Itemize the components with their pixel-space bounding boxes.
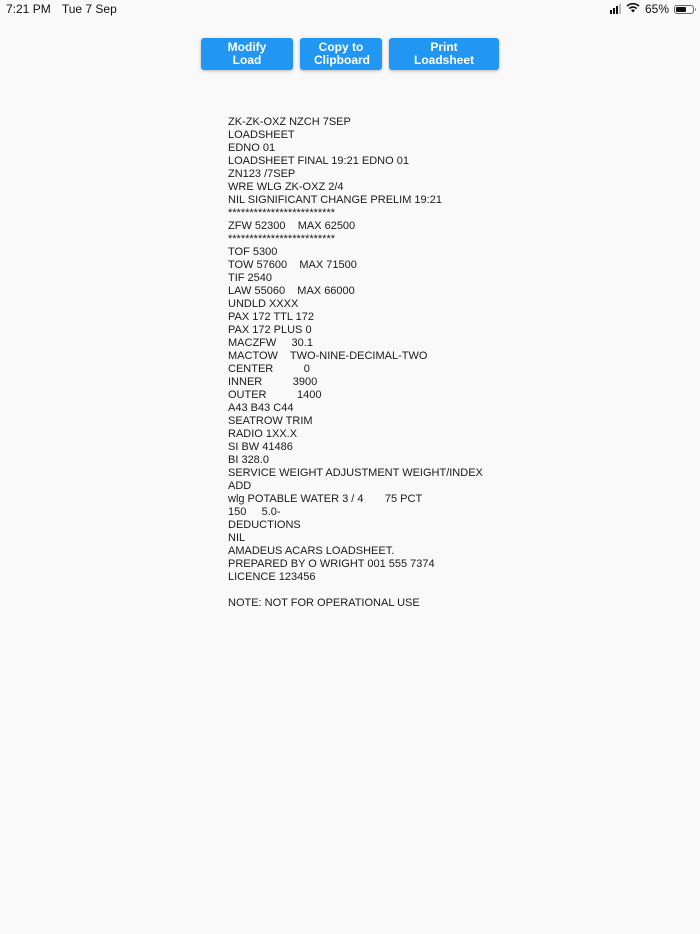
loadsheet-line: MACZFW 30.1 [228,337,313,349]
loadsheet-line: RADIO 1XX.X [228,428,298,440]
loadsheet-line: AMADEUS ACARS LOADSHEET. [228,545,395,557]
toolbar [0,38,700,70]
loadsheet-line: EDNO 01 [228,142,276,154]
status-right [610,2,694,16]
loadsheet-line: MACTOW TWO-NINE-DECIMAL-TWO [228,350,428,362]
loadsheet-line: LOADSHEET [228,129,295,141]
loadsheet-line: TIF 2540 [228,272,273,284]
status-left [6,2,125,16]
loadsheet-line: ************************* [228,233,336,245]
loadsheet-line: PAX 172 TTL 172 [228,311,315,323]
loadsheet-text [228,116,483,610]
loadsheet-line: CENTER 0 [228,363,310,375]
loadsheet-line: ************************* [228,207,336,219]
loadsheet-line: A43 B43 C44 [228,402,294,414]
loadsheet-line: PREPARED BY O WRIGHT 001 555 7374 [228,558,435,570]
loadsheet-line: LAW 55060 MAX 66000 [228,285,355,297]
wifi-icon [626,2,640,16]
loadsheet-line: ZN123 /7SEP [228,168,296,180]
status-date: Tue 7 Sep [61,2,117,16]
loadsheet-line: UNDLD XXXX [228,298,299,310]
loadsheet-line: TOW 57600 MAX 71500 [228,259,357,271]
status-bar [0,0,700,18]
copy-label-line1: Copy to [318,40,364,54]
status-time: 7:21 PM [6,2,51,16]
loadsheet-line: 150 5.0- [228,506,281,518]
signal-icon [610,4,621,14]
copy-label-line2: Clipboard [314,53,370,67]
loadsheet-line: SERVICE WEIGHT ADJUSTMENT WEIGHT/INDEX [228,467,483,479]
loadsheet-line: ZK-ZK-OXZ NZCH 7SEP [228,116,351,128]
loadsheet-line: NIL [228,532,246,544]
loadsheet-line: NOTE: NOT FOR OPERATIONAL USE [228,597,420,609]
loadsheet-line: SEATROW TRIM [228,415,313,427]
loadsheet-line: ZFW 52300 MAX 62500 [228,220,356,232]
copy-to-clipboard-button[interactable] [300,38,382,70]
modify-load-button[interactable] [201,38,293,70]
modify-load-label: Modify Load [227,40,267,67]
loadsheet-line: LICENCE 123456 [228,571,316,583]
loadsheet-line: SI BW 41486 [228,441,293,453]
loadsheet-line: PAX 172 PLUS 0 [228,324,312,336]
loadsheet-line: ADD [228,480,252,492]
loadsheet-line: TOF 5300 [228,246,278,258]
battery-icon [674,5,694,14]
loadsheet-line: BI 328.0 [228,454,269,466]
print-loadsheet-label: Print Loadsheet [413,40,474,67]
loadsheet-line: INNER 3900 [228,376,318,388]
loadsheet-line: OUTER 1400 [228,389,322,401]
loadsheet-line: WRE WLG ZK-OXZ 2/4 [228,181,344,193]
loadsheet-line [228,584,483,597]
loadsheet-line: NIL SIGNIFICANT CHANGE PRELIM 19:21 [228,194,442,206]
loadsheet-line: DEDUCTIONS [228,519,301,531]
battery-percent: 65% [644,2,669,16]
loadsheet-line: LOADSHEET FINAL 19:21 EDNO 01 [228,155,409,167]
loadsheet-line: wlg POTABLE WATER 3 / 4 75 PCT [228,493,423,505]
print-loadsheet-button[interactable] [389,38,499,70]
